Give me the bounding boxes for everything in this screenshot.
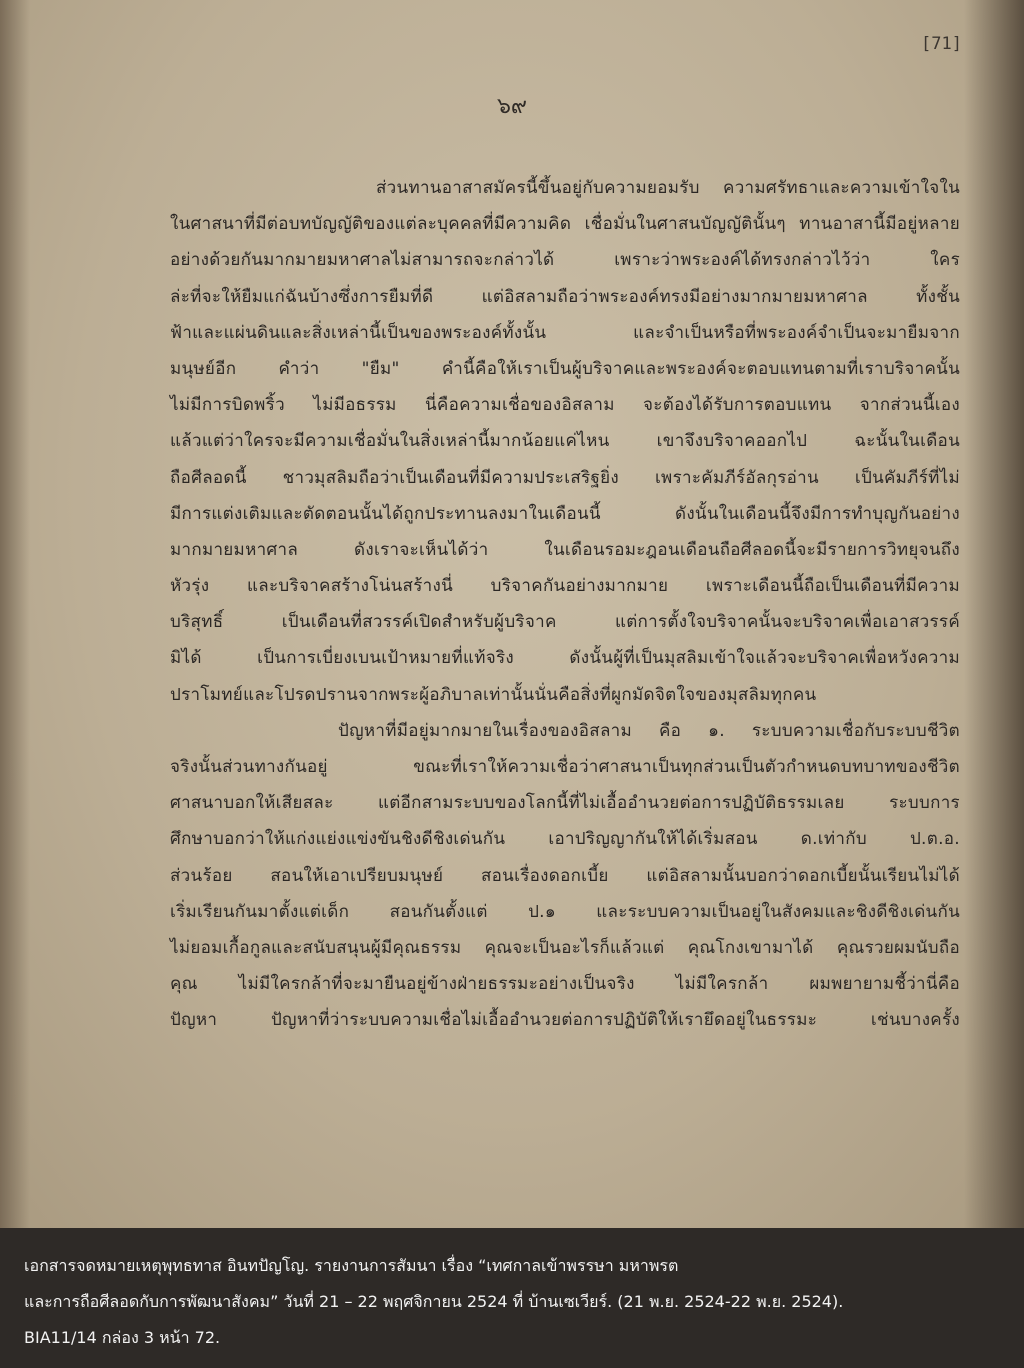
text-line: ศึกษาบอกว่าให้แก่งแย่งแข่งขันชิงดีชิงเด่นกัน เอาปริญญากันให้ได้เริ่มสอน ด.เท่ากับ ป.ต.อ. [170, 829, 960, 850]
text-line: ในศาสนาที่มีต่อบทบัญญัติของแต่ละบุคคลที่มีความคิด เชื่อมั่นในศาสนบัญญัตินั้นๆ ทานอาสานี้มีอยู่หลาย [170, 214, 960, 235]
text-line: มีการแต่งเติมและตัดตอนนั้นได้ถูกประทานลงมาในเดือนนี้ ดังนั้นในเดือนนี้จึงมีการทำบุญกันอย่าง [170, 503, 960, 524]
text-line: ปัญหาที่มีอยู่มากมายในเรื่องของอิสลาม คือ ๑. ระบบความเชื่อกับระบบชีวิต [338, 720, 960, 741]
text-line: มนุษย์อีก คำว่า "ยืม" คำนี้คือให้เราเป็นผู้บริจาคและพระองค์จะตอบแทนตามที่เราบริจาคนั้น [170, 358, 960, 379]
text-line: ศาสนาบอกให้เสียสละ แต่อีกสามระบบของโลกนี้ที่ไม่เอื้ออำนวยต่อการปฏิบัติธรรมเลย ระบบการ [170, 793, 960, 814]
text-line: มากมายมหาศาล ดังเราจะเห็นได้ว่า ในเดือนรอมะฎอนเดือนถือศีลอดนี้จะมีรายการวิทยุจนถึง [170, 539, 960, 560]
text-line: ส่วนทานอาสาสมัครนี้ขึ้นอยู่กับความยอมรับ ความศรัทธาและความเข้าใจใน [376, 178, 960, 198]
text-line: ส่วนร้อย สอนให้เอาเปรียบมนุษย์ สอนเรื่องดอกเบี้ย แต่อิสลามนั้นบอกว่าดอกเบี้ยนั้นเรียนไม่ได้ [170, 865, 960, 886]
caption-line: เอกสารจดหมายเหตุพุทธทาส อินทปัญโญ. รายงานการสัมนา เรื่อง “เทศกาลเข้าพรรษา มหาพรต [24, 1256, 679, 1275]
document-body [170, 170, 960, 1039]
text-line: ฟ้าและแผ่นดินและสิ่งเหล่านี้เป็นของพระองค์ทั้งนั้น และจำเป็นหรือที่พระองค์จำเป็นจะมายืมจาก [170, 322, 960, 343]
paragraph-2 [170, 713, 960, 1039]
paragraph-1 [170, 170, 960, 713]
archive-caption [0, 1228, 1024, 1368]
text-line: ปัญหา ปัญหาที่ว่าระบบความเชื่อไม่เอื้ออำนวยต่อการปฏิบัติให้เรายึดอยู่ในธรรมะ เช่นบางครั้ง [170, 1010, 960, 1031]
page-number: ๖๙ [496, 94, 528, 119]
caption-line: BIA11/14 กล่อง 3 หน้า 72. [24, 1328, 221, 1347]
text-line: เริ่มเรียนกันมาตั้งแต่เด็ก สอนกันตั้งแต่ ป.๑ และระบบความเป็นอยู่ในสังคมและชิงดีชิงเด่นกัน [170, 901, 960, 922]
text-line: บริสุทธิ์ เป็นเดือนที่สวรรค์เปิดสำหรับผู้บริจาค แต่การตั้งใจบริจาคนั้นจะบริจาคเพื่อเอาสวรรค์ [170, 612, 960, 633]
text-line: ไม่มีการบิดพริ้ว ไม่มีอธรรม นี่คือความเชื่อของอิสลาม จะต้องได้รับการตอบแทน จากส่วนนี้เอง [170, 395, 960, 416]
text-line: มิได้ เป็นการเบี่ยงเบนเป้าหมายที่แท้จริง ดังนั้นผู้ที่เป็นมุสลิมเข้าใจแล้วจะบริจาคเพื่อหวังความ [170, 648, 960, 669]
text-line: ไม่ยอมเกื้อกูลและสนับสนุนผู้มีคุณธรรม คุณจะเป็นอะไรก็แล้วแต่ คุณโกงเขามาได้ คุณรวยผมนับถือ [170, 937, 960, 958]
archive-number-mark: [71] [921, 34, 962, 54]
text-line: อย่างด้วยกันมากมายมหาศาลไม่สามารถจะกล่าวได้ เพราะว่าพระองค์ได้ทรงกล่าวไว้ว่า ใคร [170, 250, 960, 271]
text-line: ถือศีลอดนี้ ชาวมุสลิมถือว่าเป็นเดือนที่มีความประเสริฐยิ่ง เพราะคัมภีร์อัลกุรอ่าน เป็นคัมภีร์ที่ไม่ [170, 467, 960, 488]
caption-line: และการถือศีลอดกับการพัฒนาสังคม” วันที่ 21 – 22 พฤศจิกายน 2524 ที่ บ้านเซเวียร์. (21 พ.ย. 2524-22 พ.ย. 2524). [24, 1292, 844, 1311]
text-line: คุณ ไม่มีใครกล้าที่จะมายืนอยู่ข้างฝ่ายธรรมะอย่างเป็นจริง ไม่มีใครกล้า ผมพยายามชี้ว่านี่คือ [170, 974, 960, 995]
text-line: แล้วแต่ว่าใครจะมีความเชื่อมั่นในสิ่งเหล่านี้มากน้อยแค่ไหน เขาจึงบริจาคออกไป ฉะนั้นในเดือน [170, 431, 960, 452]
text-line: จริงนั้นส่วนทางกันอยู่ ขณะที่เราให้ความเชื่อว่าศาสนาเป็นทุกส่วนเป็นตัวกำหนดบทบาทของชีวิต [170, 757, 960, 777]
text-line: ล่ะที่จะให้ยืมแก่ฉันบ้างซึ่งการยืมที่ดี แต่อิสลามถือว่าพระองค์ทรงมีอย่างมากมายมหาศาล ทั้งชั้น [170, 286, 960, 307]
text-line: หัวรุ่ง และบริจาคสร้างโน่นสร้างนี่ บริจาคกันอย่างมากมาย เพราะเดือนนี้ถือเป็นเดือนที่มีความ [170, 576, 960, 597]
text-line: ปราโมทย์และโปรดปรานจากพระผู้อภิบาลเท่านั้นนั่นคือสิ่งที่ผูกมัดจิตใจของมุสลิมทุกคน [170, 684, 817, 705]
